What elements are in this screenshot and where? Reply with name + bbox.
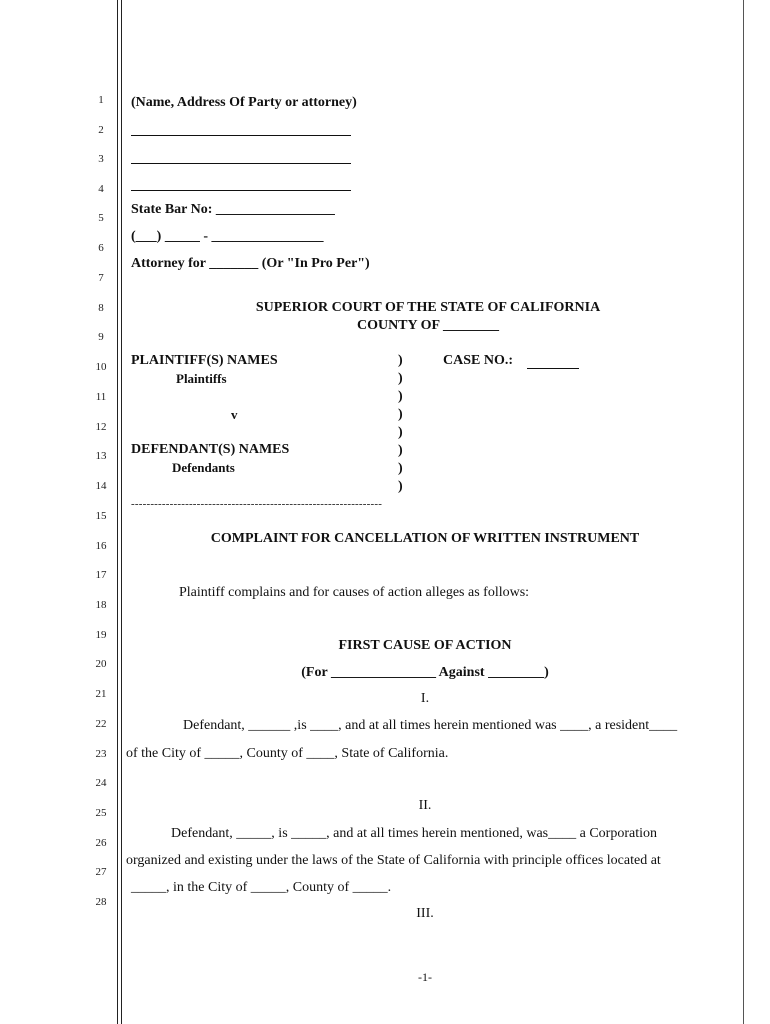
line-number: 23 xyxy=(95,748,107,760)
paragraph-1-line-1: Defendant, ______ ,is ____, and at all times herein mentioned was ____, a resident____ xyxy=(183,718,678,733)
caption-paren: ) xyxy=(398,461,403,476)
defendants-label: Defendants xyxy=(172,460,235,475)
address-line-2[interactable] xyxy=(131,163,351,164)
case-number-label: CASE NO.: xyxy=(443,353,514,368)
line-number: 15 xyxy=(95,510,107,522)
line-number: 3 xyxy=(98,153,104,165)
line-number: 14 xyxy=(95,480,107,492)
first-cause-heading: FIRST CAUSE OF ACTION xyxy=(338,638,512,653)
versus-label: v xyxy=(231,407,238,422)
line-number: 12 xyxy=(95,421,107,433)
caption-paren: ) xyxy=(398,389,403,404)
paragraph-2-line-2: organized and existing under the laws of the State of California with principle offices located at xyxy=(126,853,661,868)
phone-number: (___) _____ - ________________ xyxy=(131,229,324,244)
page-number: -1- xyxy=(418,970,432,984)
line-number: 5 xyxy=(98,212,104,224)
paragraph-1-line-2: of the City of _____, County of ____, State of California. xyxy=(126,746,449,761)
intro-paragraph: Plaintiff complains and for causes of action alleges as follows: xyxy=(179,585,530,600)
line-number: 20 xyxy=(95,658,107,670)
caption-paren: ) xyxy=(398,353,403,368)
line-number: 25 xyxy=(95,807,107,819)
line-number: 19 xyxy=(95,629,107,641)
line-number: 24 xyxy=(95,777,107,789)
party-address-label: (Name, Address Of Party or attorney) xyxy=(131,95,357,110)
attorney-for: Attorney for _______ (Or "In Pro Per") xyxy=(131,256,370,271)
right-margin-rule xyxy=(743,0,744,1024)
court-county: COUNTY OF ________ xyxy=(356,318,500,333)
left-margin-rule-inner xyxy=(121,0,122,1024)
first-cause-subheading: (For _______________ Against ________) xyxy=(301,665,549,680)
complaint-title: COMPLAINT FOR CANCELLATION OF WRITTEN INSTRUMENT xyxy=(210,531,640,546)
line-number: 11 xyxy=(95,391,107,403)
line-number: 22 xyxy=(95,718,107,730)
caption-paren: ) xyxy=(398,371,403,386)
paragraph-2-line-3: _____, in the City of _____, County of _____. xyxy=(131,880,392,895)
address-line-1[interactable] xyxy=(131,135,351,136)
line-number: 8 xyxy=(98,302,104,314)
line-number: 21 xyxy=(95,688,107,700)
case-number-field[interactable] xyxy=(527,368,579,369)
line-number: 1 xyxy=(98,94,104,106)
caption-paren: ) xyxy=(398,407,403,422)
caption-divider: ----------------------------------------------------------------- xyxy=(131,498,383,510)
line-number: 4 xyxy=(98,183,104,195)
line-number: 10 xyxy=(95,361,107,373)
line-number: 2 xyxy=(98,124,104,136)
line-number: 27 xyxy=(95,866,107,878)
section-iii: III. xyxy=(416,906,434,921)
caption-paren: ) xyxy=(398,425,403,440)
paragraph-2-line-1: Defendant, _____, is _____, and at all times herein mentioned, was____ a Corporation xyxy=(171,826,658,841)
left-margin-rule xyxy=(117,0,118,1024)
defendants-names: DEFENDANT(S) NAMES xyxy=(131,442,290,457)
line-number: 16 xyxy=(95,540,107,552)
caption-paren: ) xyxy=(398,479,403,494)
plaintiffs-names: PLAINTIFF(S) NAMES xyxy=(131,353,278,368)
section-i: I. xyxy=(420,691,430,706)
plaintiffs-label: Plaintiffs xyxy=(176,371,227,386)
line-number: 17 xyxy=(95,569,107,581)
caption-paren: ) xyxy=(398,443,403,458)
address-line-3[interactable] xyxy=(131,190,351,191)
line-number: 9 xyxy=(98,331,104,343)
line-number: 18 xyxy=(95,599,107,611)
line-number: 13 xyxy=(95,450,107,462)
line-number: 6 xyxy=(98,242,104,254)
line-number: 28 xyxy=(95,896,107,908)
state-bar-number: State Bar No: _________________ xyxy=(131,202,335,217)
line-number: 26 xyxy=(95,837,107,849)
section-ii: II. xyxy=(418,798,432,813)
court-name: SUPERIOR COURT OF THE STATE OF CALIFORNIA xyxy=(255,300,601,315)
line-number: 7 xyxy=(98,272,104,284)
